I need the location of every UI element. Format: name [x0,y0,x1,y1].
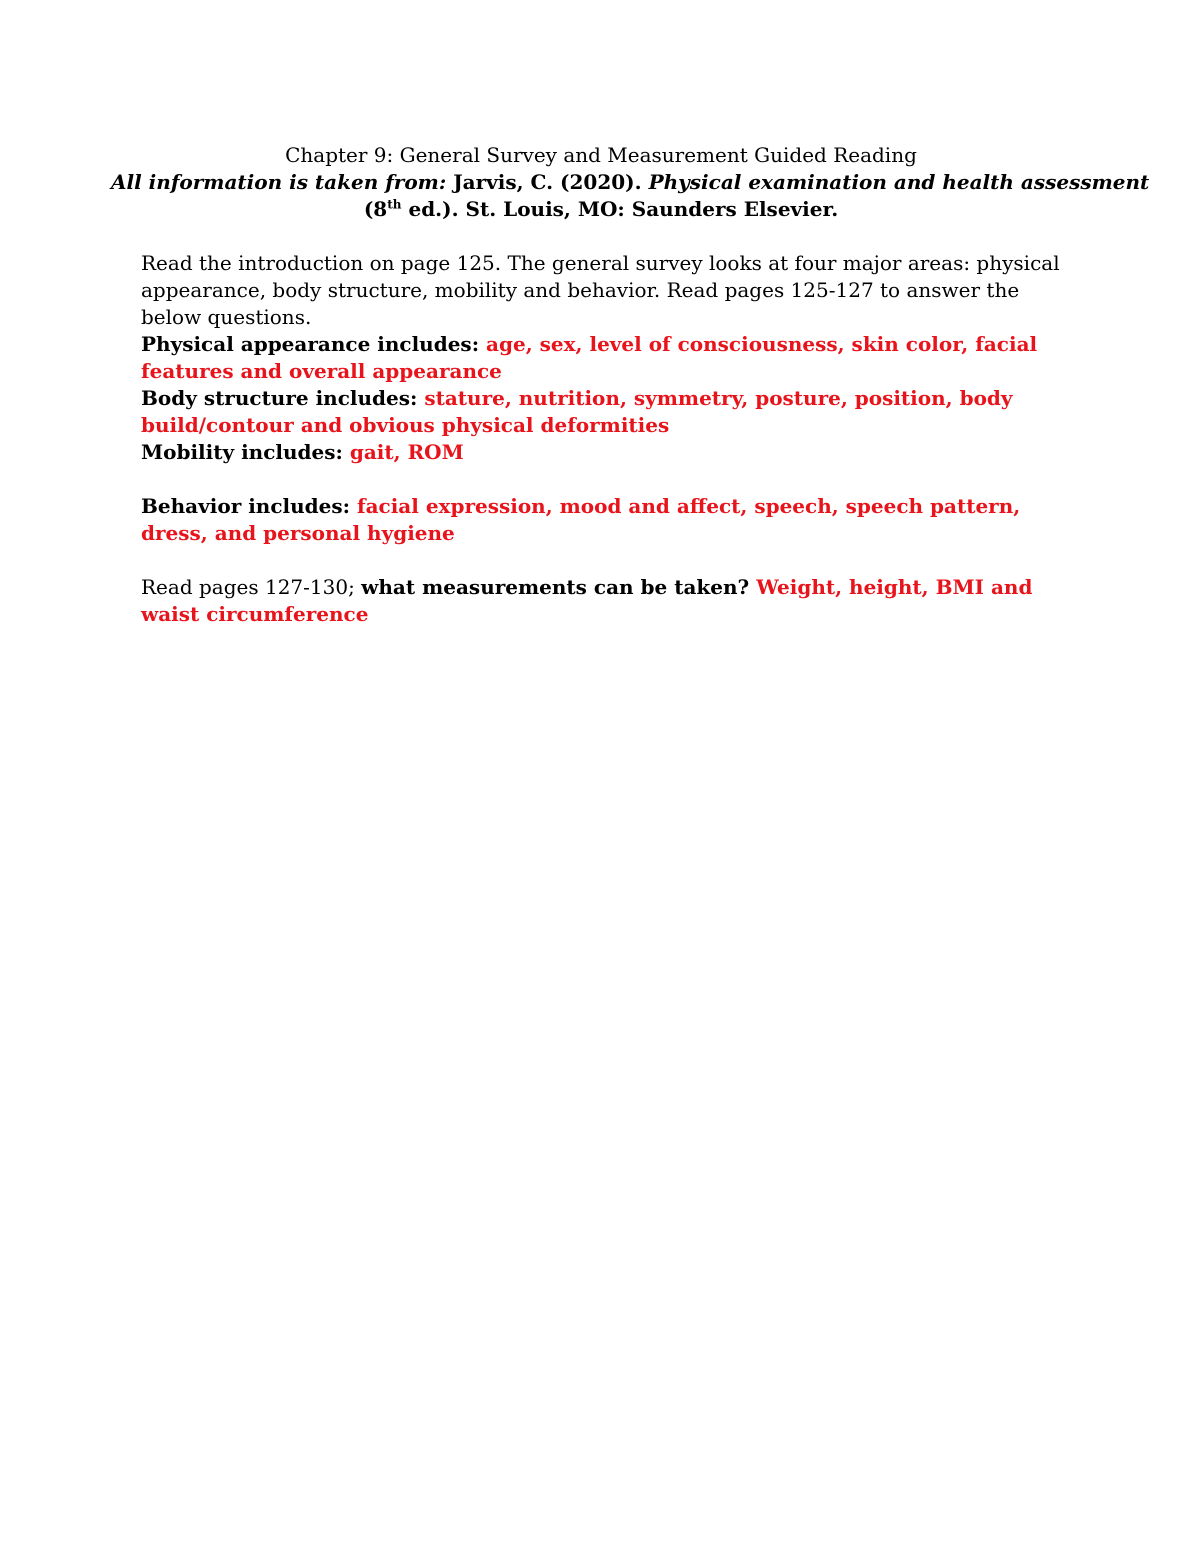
title-block [111,142,1150,223]
item-label: Body structure includes: [141,386,425,410]
item-answer: age, sex, level of consciousness, skin color, facial features and overall appearance [141,332,1038,383]
citation-line [111,169,1150,196]
list-item-behavior [141,493,1061,547]
measurements-answer: Weight, height, BMI and waist circumference [141,575,1033,626]
item-answer: gait, ROM [349,440,464,464]
spacer [141,547,1061,574]
item-answer: stature, nutrition, symmetry, posture, position, body build/contour and obvious physical deformities [141,386,1013,437]
list-item-mobility [141,439,1061,466]
spacer [141,466,1061,493]
measurements-question: what measurements can be taken? [361,575,757,599]
intro-paragraph: Read the introduction on page 125. The general survey looks at four major areas: physical appearance, body structure, mobility and behavior. Read pages 125-127 to answer the below questions. [141,251,1060,329]
item-label: Behavior includes: [141,494,357,518]
citation-edition-line [111,196,1091,223]
spacer [141,223,1061,250]
document-title: Chapter 9: General Survey and Measurement Guided Reading [285,143,917,167]
list-item-physical-appearance [141,331,1061,385]
item-label: Mobility includes: [141,440,350,464]
citation-book-title: Physical examination and health assessment [648,170,1150,194]
measurements-paragraph [141,574,1061,628]
document-body [111,142,1150,628]
item-answer: facial expression, mood and affect, speech, speech pattern, dress, and personal hygiene [141,494,1021,545]
edition-superscript: th [387,197,402,212]
edition-publisher: ed.). St. Louis, MO: Saunders Elsevier. [401,197,839,221]
edition-open: (8 [363,197,388,221]
list-item-body-structure [141,385,1061,439]
source-label: All information is taken from: [111,170,447,194]
measurements-prefix: Read pages 127-130; [141,575,362,599]
citation-author: Jarvis, C. (2020). [446,170,649,194]
item-label: Physical appearance includes: [141,332,487,356]
